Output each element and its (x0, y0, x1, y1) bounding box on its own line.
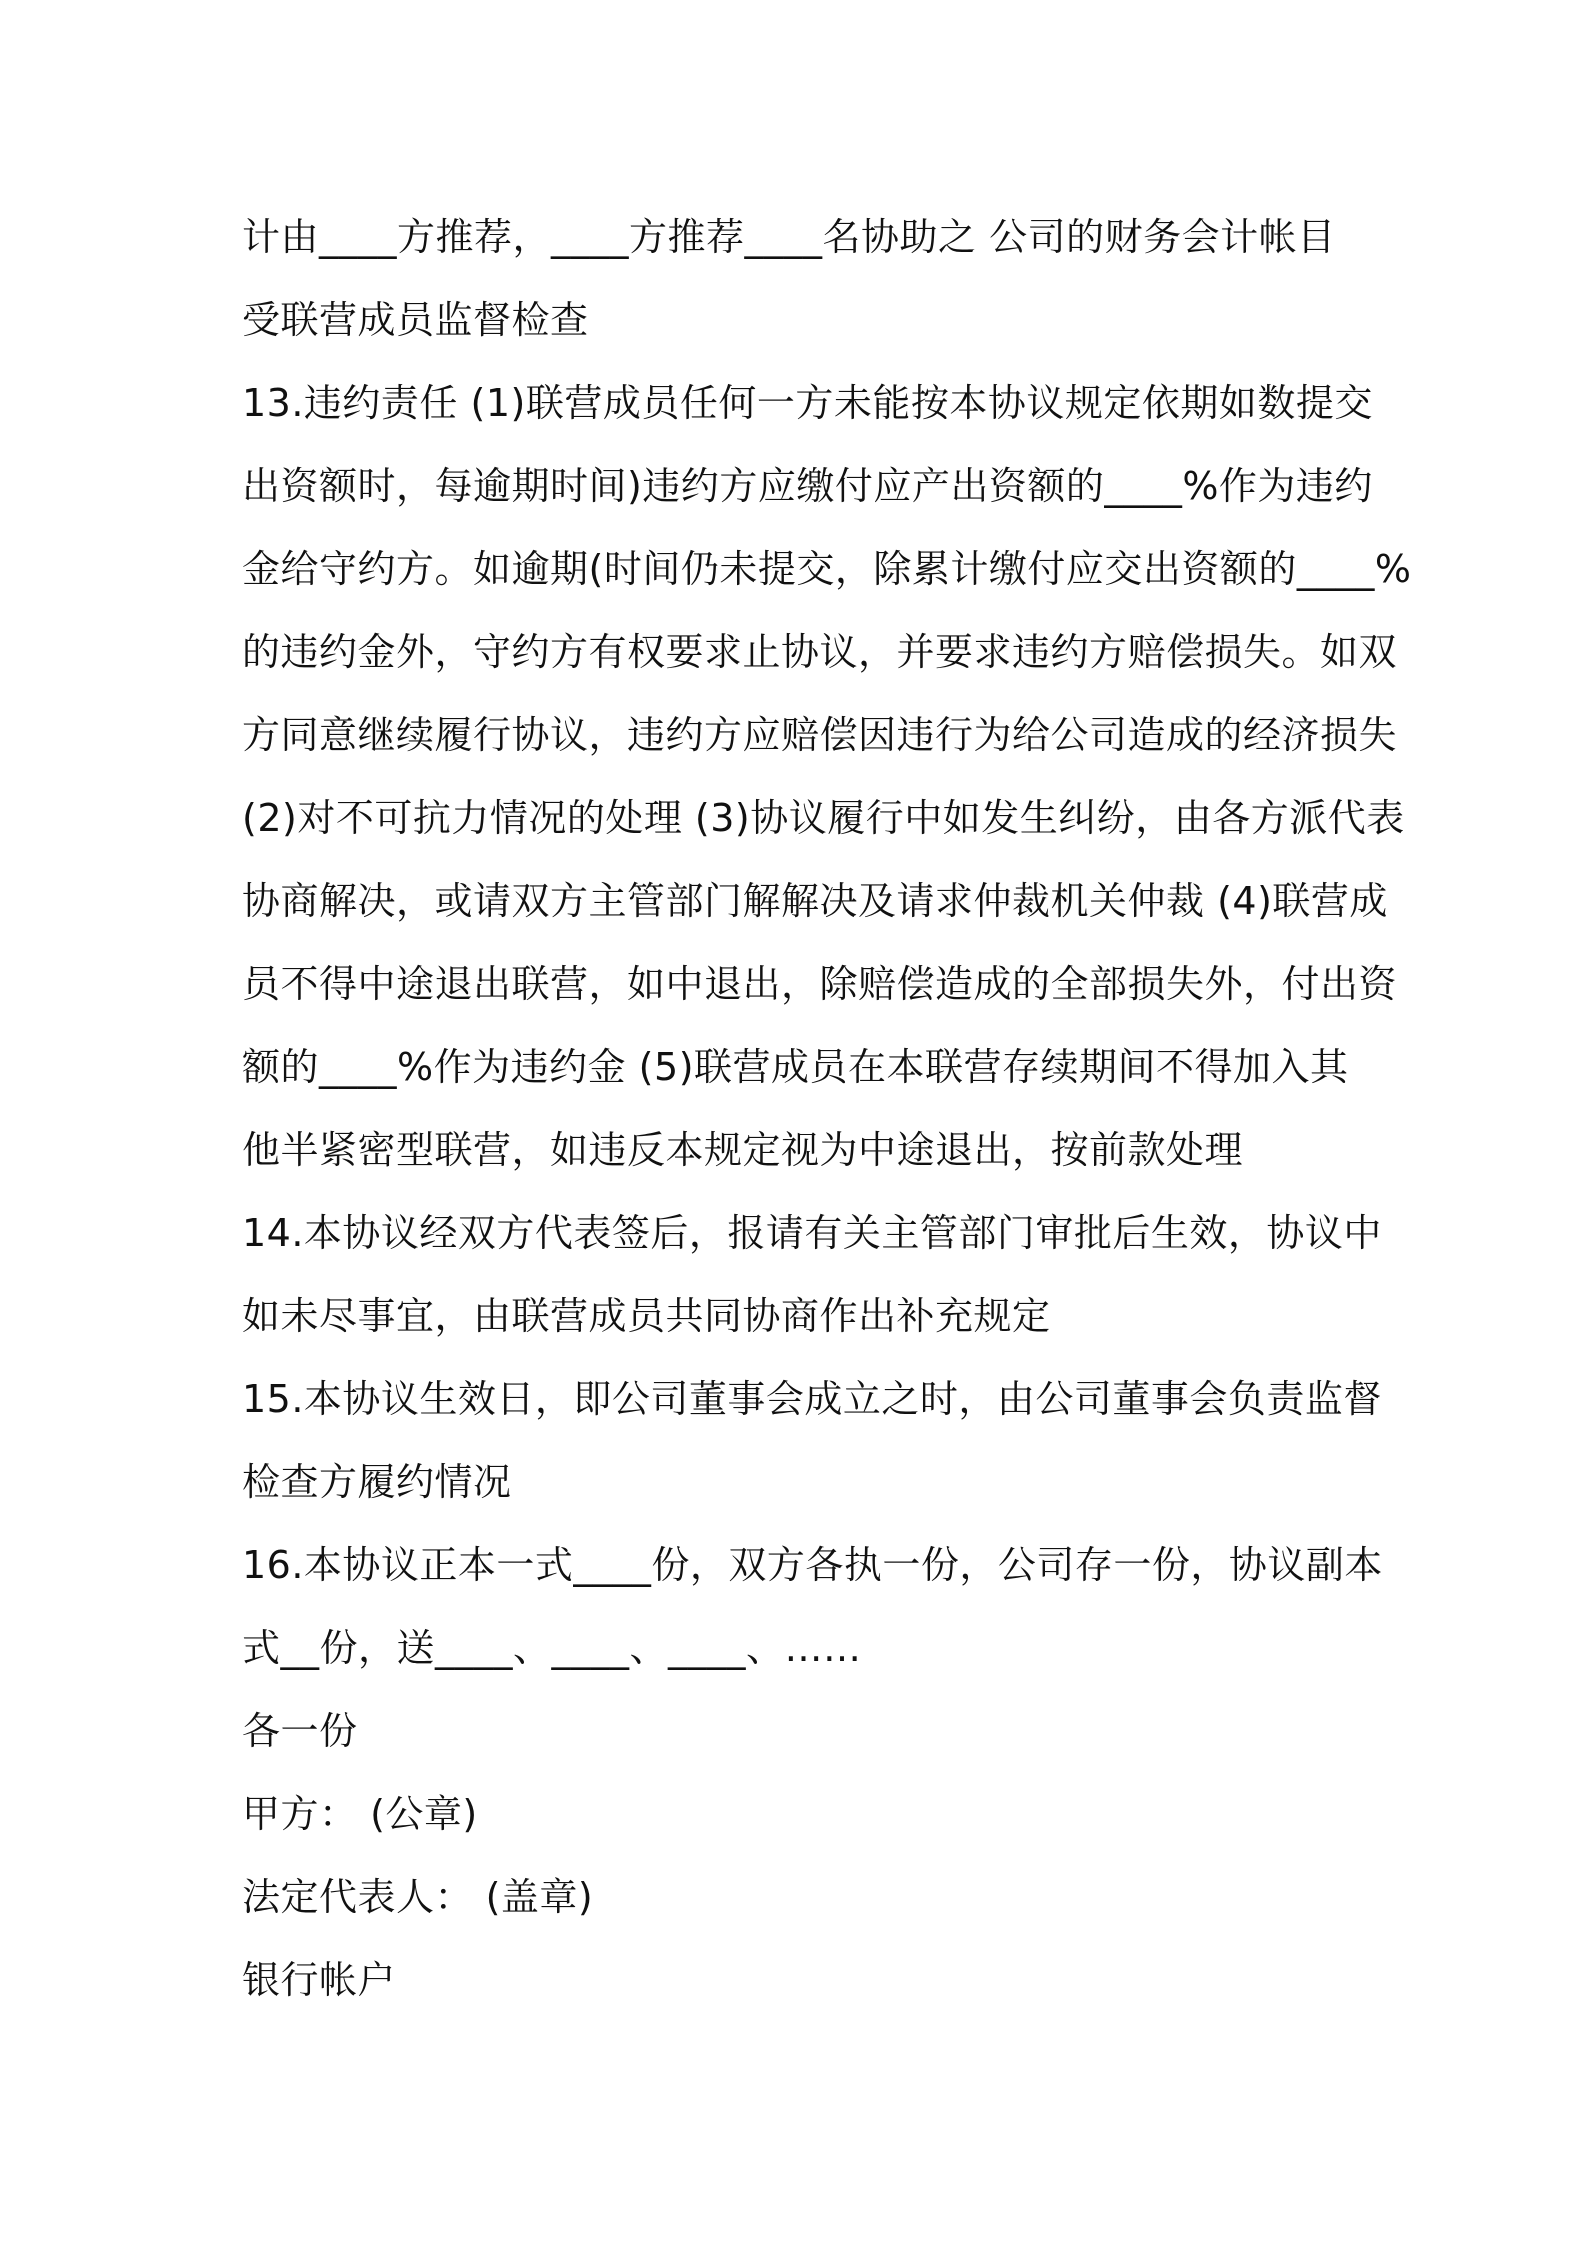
text-line: 受联营成员监督检查 (242, 298, 589, 342)
text-line: 金给守约方。如逾期(时间仍未提交，除累计缴付应交出资额的____% (242, 547, 1412, 591)
document-body (242, 196, 1412, 2022)
text-line: 式__份，送____、____、____、…… (242, 1626, 862, 1670)
text-line: 各一份 (242, 1709, 358, 1753)
text-line: 计由____方推荐，____方推荐____名协助之 公司的财务会计帐目 (242, 215, 1336, 259)
text-line: 的违约金外，守约方有权要求止协议，并要求违约方赔偿损失。如双 (242, 630, 1398, 674)
party-a-seal-line: 甲方： (公章) (242, 1792, 478, 1836)
bank-account-line: 银行帐户 (242, 1958, 397, 2002)
text-line: 如未尽事宜，由联营成员共同协商作出补充规定 (242, 1294, 1051, 1338)
text-line: 额的____%作为违约金 (5)联营成员在本联营存续期间不得加入其 (242, 1045, 1349, 1089)
text-line: 出资额时，每逾期时间)违约方应缴付应产出资额的____%作为违约 (242, 464, 1373, 508)
text-line: 他半紧密型联营，如违反本规定视为中途退出，按前款处理 (242, 1128, 1244, 1172)
text-line: (2)对不可抗力情况的处理 (3)协议履行中如发生纠纷，由各方派代表 (242, 796, 1405, 840)
text-line: 检查方履约情况 (242, 1460, 512, 1504)
legal-representative-line: 法定代表人： (盖章) (242, 1875, 594, 1919)
clause-13-heading: 13.违约责任 (1)联营成员任何一方未能按本协议规定依期如数提交 (242, 381, 1373, 425)
text-line: 方同意继续履行协议，违约方应赔偿因违行为给公司造成的经济损失 (242, 713, 1398, 757)
text-line: 员不得中途退出联营，如中退出，除赔偿造成的全部损失外，付出资 (242, 962, 1398, 1006)
clause-14-heading: 14.本协议经双方代表签后，报请有关主管部门审批后生效，协议中 (242, 1211, 1382, 1255)
clause-16-heading: 16.本协议正本一式____份，双方各执一份，公司存一份，协议副本 (242, 1543, 1383, 1587)
clause-15-heading: 15.本协议生效日，即公司董事会成立之时，由公司董事会负责监督 (242, 1377, 1382, 1421)
text-line: 协商解决，或请双方主管部门解解决及请求仲裁机关仲裁 (4)联营成 (242, 879, 1388, 923)
